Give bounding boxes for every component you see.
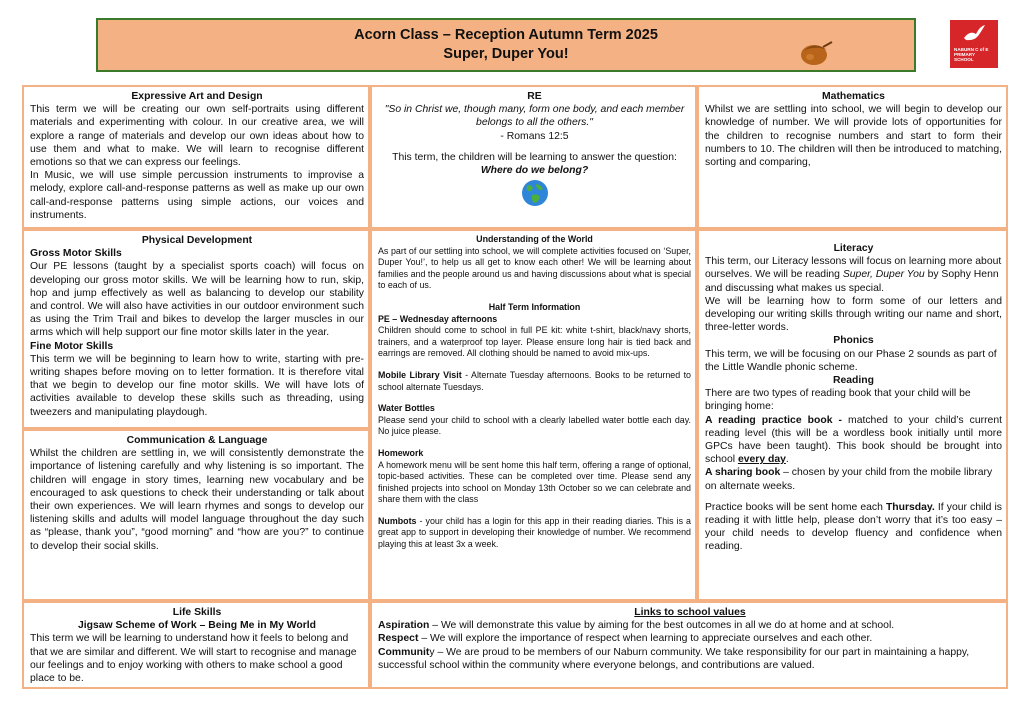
life-skills-heading: Life Skills [172, 607, 222, 618]
respect-label: Respect [378, 633, 419, 645]
logo-text: NABURN C of E PRIMARY SCHOOL [954, 47, 989, 62]
jigsaw-heading: Jigsaw Scheme of Work – Being Me in My World [77, 620, 317, 632]
community-text: – We are proud to be members of our Naburn community. We take responsibility for our part in maintaining a happy, successful school within the community where everyone belongs, and contributions are valued. [378, 646, 970, 671]
values-panel [370, 601, 1008, 689]
sent-home-paragraph [705, 501, 1002, 554]
practice-book-label: A reading practice book - [705, 414, 842, 426]
numbots-text: - your child has a login for this app in their reading diaries. This is a great app to support in developing their knowledge of number. We recommend playing this at least 3x a week. [378, 515, 691, 550]
homework-text: A homework menu will be sent home this half term, offering a range of optional, topic-based activities. These can be completed over time. Please send any finished projects into school on Monday 13th October so we can celebrate and share them with the class [378, 459, 691, 505]
every-day-text: every day [737, 454, 786, 466]
homework-heading: Homework [378, 447, 424, 458]
sent-home-text-2: If your child is reading it with little help, please don’t worry that it’s too easy – your child needs to develop fluency and confidence when reading. [705, 501, 1002, 553]
literacy-heading: Literacy [833, 243, 874, 254]
literacy-text-1b: by Sophy Henn and discussing what makes us special. [705, 269, 999, 294]
sharing-book-paragraph [705, 466, 1002, 492]
school-logo [950, 20, 998, 68]
numbots-paragraph [378, 516, 691, 551]
gross-motor-text: Our PE lessons (taught by a specialist sports coach) will focus on developing our gross motor skills. We will be learning how to run, skip, hop and jump effectively as well as balancing to develop our stability and control. We will also have activities in our outdoor environment such as using the Trim Trail and bikes to develop the larger muscles in our arms which will help support our fine motor skills later in the year. [30, 261, 364, 339]
title-banner [96, 18, 916, 72]
sharing-book-text: – chosen by your child from the mobile library on alternate weeks. [705, 467, 993, 492]
practice-book-text: matched to your child’s current reading level (this will be a wordless book initially until more GPCs have been taught). This book should be brought into school [705, 414, 1002, 466]
community-paragraph [378, 646, 1002, 672]
understanding-panel [370, 229, 697, 601]
re-heading: RE [527, 91, 542, 102]
half-term-heading: Half Term Information [488, 301, 581, 312]
expressive-art-text-2: In Music, we will use simple percussion instruments to improvise a melody, explore call-and-response patterns as well as make up our own call-and-response patterns using simple actions, our voices and instruments. [30, 170, 364, 221]
expressive-art-heading: Expressive Art and Design [131, 91, 263, 102]
community-label-tail: y [429, 646, 435, 658]
phonics-heading: Phonics [833, 335, 874, 347]
library-heading: Mobile Library Visit [378, 369, 462, 380]
aspiration-text: – We will demonstrate this value by aiming for the best outcomes in all we do at home and at school. [429, 620, 895, 632]
re-panel [370, 85, 697, 229]
communication-text: Whilst the children are settling in, we will consistently demonstrate the importance of listening carefully and why listening is so important. The children will engage in story times, learning new vocabulary and be encouraged to ask questions to check their understanding or talk about their own experiences. We will learn rhymes and songs to develop our listening skills and adults will model language throughout the day such as “please, thank you”, “good morning” and “how are you?” to continue to develop their social skills. [30, 448, 364, 552]
maths-heading: Mathematics [822, 91, 885, 102]
literacy-text-2: We will be learning how to form some of our letters and developing our writing skills through writing our name and short, three-letter words. [705, 295, 1002, 334]
pe-heading: PE – Wednesday afternoons [378, 313, 498, 324]
literacy-text-1 [705, 255, 1002, 295]
re-question: Where do we belong? [480, 165, 589, 177]
life-skills-text: This term we will be learning to understand how it feels to belong and that we are similar and different. We will start to recognise and manage our feelings and to enjoy working with others to make school a good place to be. [30, 633, 357, 685]
respect-paragraph [378, 632, 1002, 645]
sent-home-text-1: Practice books will be sent home each [705, 501, 886, 513]
literacy-text-1a: This term, our Literacy lessons will focus on learning more about ourselves. We will be reading [705, 256, 1002, 281]
literacy-book-title: Super, Duper You [842, 269, 925, 281]
maths-panel [697, 85, 1008, 229]
library-paragraph [378, 370, 691, 393]
bird-logo-icon [962, 24, 986, 44]
communication-heading: Communication & Language [126, 435, 268, 446]
fine-motor-text: This term we will be beginning to learn how to write, starting with pre-writing shapes before moving on to letter formation. It is therefore vital that we begin to develop our fine motor skills. We will have lots of activities available to develop these skills such as threading, using tweezers and manipulating playdough. [30, 353, 364, 418]
maths-text: Whilst we are settling into school, we will begin to develop our knowledge of number. We will provide lots of opportunities for the children to recognise numbers and start to form their numbers to 10. The children will then be introduced to matching, sorting and comparing, [705, 104, 1002, 169]
fine-motor-heading: Fine Motor Skills [30, 340, 114, 352]
physical-panel [22, 229, 370, 429]
library-text: - Alternate Tuesday afternoons. Books to be returned to school alternate Tuesdays. [378, 369, 691, 392]
globe-icon [521, 179, 549, 207]
water-heading: Water Bottles [378, 403, 435, 414]
aspiration-label: Aspiration [378, 620, 430, 632]
life-skills-panel [22, 601, 370, 689]
sent-home-day: Thursday. [885, 501, 935, 513]
aspiration-paragraph [378, 619, 1002, 632]
practice-book-paragraph: A reading practice book - matched to your child’s current reading level (this will be a wordless book initially until more GPCs have been taught). This book should be brought into school every day. [705, 414, 1002, 466]
page-title: Acorn Class – Reception Autumn Term 2025 [354, 27, 658, 43]
phonics-text: This term, we will be focusing on our Phase 2 sounds as part of the Little Wandle phonic scheme. [705, 348, 997, 373]
re-intro: This term, the children will be learning to answer the question: [392, 151, 677, 163]
numbots-heading: Numbots [378, 515, 417, 526]
literacy-panel [697, 229, 1008, 601]
re-quote: "So in Christ we, though many, form one body, and each member belongs to all the others." [384, 104, 685, 129]
gross-motor-heading: Gross Motor Skills [30, 248, 122, 260]
page-subtitle: Super, Duper You! [443, 46, 569, 62]
values-heading: Links to school values [634, 607, 746, 618]
water-text: Please send your child to school with a clearly labelled water bottle each day. No juice please. [378, 414, 691, 437]
expressive-art-panel [22, 85, 370, 229]
re-reference: - Romans 12:5 [500, 130, 569, 142]
understanding-heading: Understanding of the World [476, 234, 593, 244]
expressive-art-text-1: This term we will be creating our own self-portraits using different materials and experimenting with colour. In our creative area, we will explore a range of materials and develop our own ideas about how to use them and what to make. We will learn to recognise different emotions so that we can express our feelings. [30, 104, 364, 169]
sharing-book-label: A sharing book [705, 467, 781, 479]
reading-heading: Reading [833, 375, 874, 387]
community-label: Communit [378, 646, 430, 658]
understanding-text: As part of our settling into school, we will complete activities focused on ‘Super, Duper You!’, to help us all get to know each other! We will be learning about families and the people around us and having discussions about what is special to each of us. [378, 245, 691, 291]
reading-text: There are two types of reading book that your child will be bringing home: [705, 388, 971, 413]
physical-heading: Physical Development [141, 235, 253, 246]
respect-text: – We will explore the importance of respect when learning to appreciate ourselves and each other. [418, 633, 873, 645]
pe-text: Children should come to school in full PE kit: white t-shirt, black/navy shorts, trainers, and a waterproof top layer. Please ensure long hair is tied back and earrings are removed. All clothing should be named to avoid mix-ups. [378, 325, 691, 359]
acorn-icon [796, 38, 836, 68]
communication-panel [22, 429, 370, 601]
